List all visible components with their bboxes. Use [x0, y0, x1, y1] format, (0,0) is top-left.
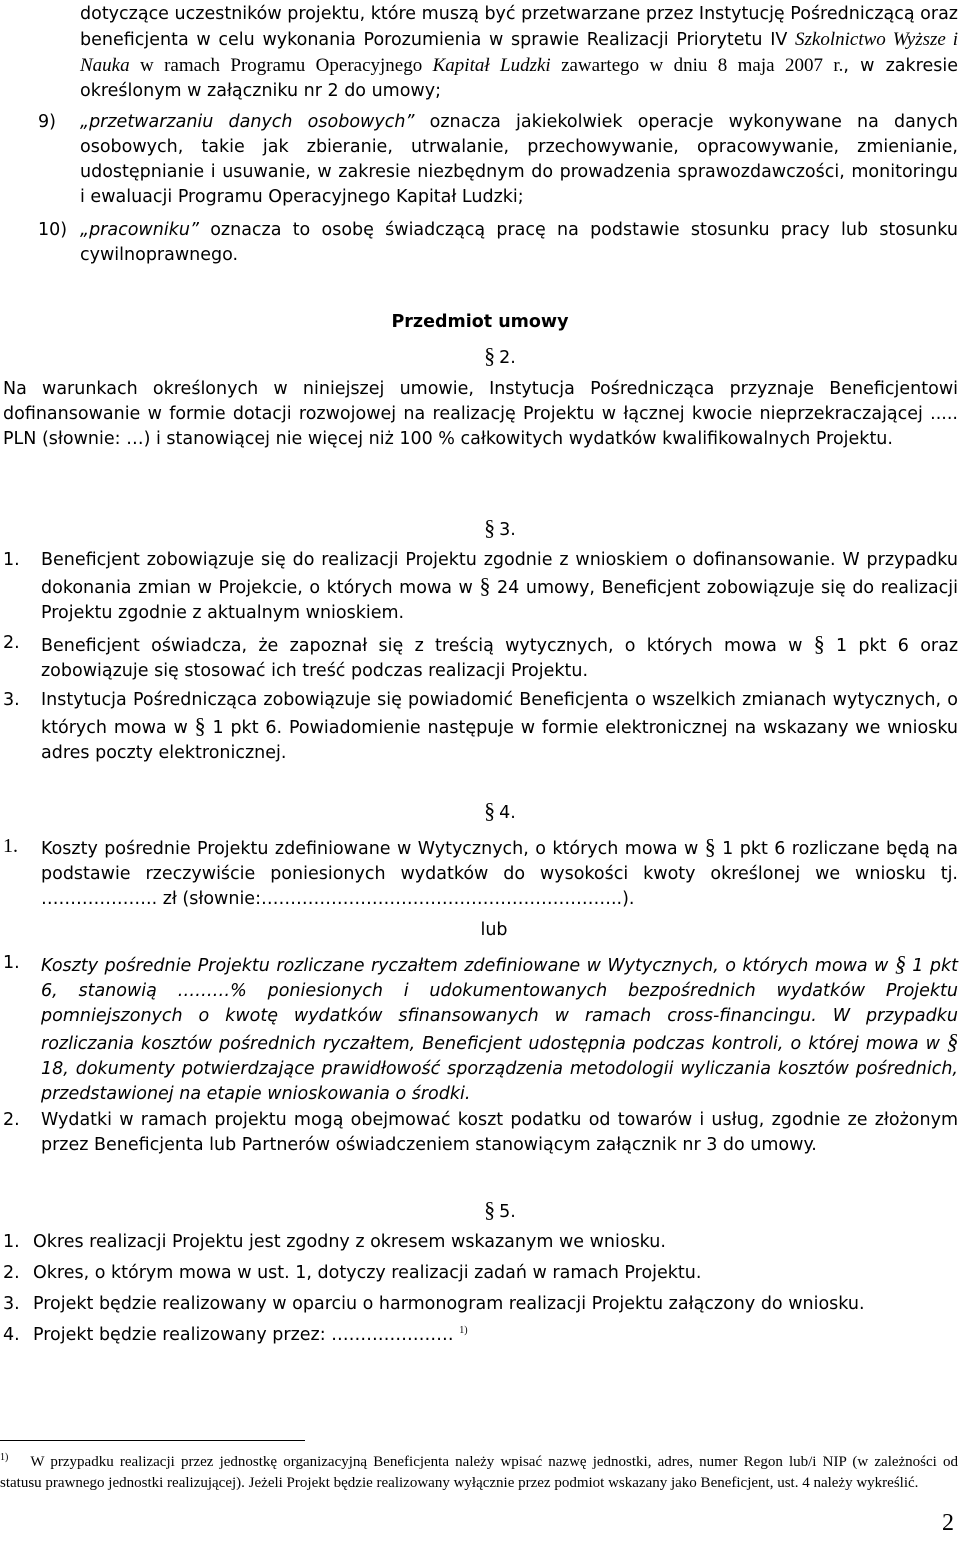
section-symbol: § — [894, 951, 906, 976]
definition-10 — [38, 218, 958, 268]
paragraph-5-marker — [20, 1197, 960, 1225]
item-text — [41, 688, 958, 766]
item-number: 2. — [3, 1110, 20, 1130]
footnote-marker: 1) — [0, 1452, 9, 1463]
item-text — [41, 951, 958, 1107]
intro-text-3: zawartego w dniu 8 maja 2007 r. — [550, 55, 844, 76]
paragraph-5-item-1 — [3, 1230, 958, 1255]
paragraph-5-item-3 — [3, 1292, 958, 1317]
intro-text-4: , w zakresie określonym w załączniku nr 2 do umowy; — [80, 56, 958, 101]
item-text-part: Beneficjent oświadcza, że zapoznał się z treścią wytycznych, o których mowa w — [41, 636, 814, 656]
paragraph-2-marker — [20, 343, 960, 371]
paragraph-4-marker — [20, 798, 960, 826]
item-text: Okres, o którym mowa w ust. 1, dotyczy realizacji zadań w ramach Projektu. — [33, 1263, 702, 1283]
item-text-part: 24 umowy, Beneficjent zobowiązuje się do realizacji Projektu zgodnie z aktualnym wnioskiem. — [41, 578, 958, 623]
paragraph-4-item-1-alternative — [3, 951, 958, 1107]
paragraph-3-item-2 — [3, 631, 958, 684]
section-symbol: § — [479, 573, 491, 598]
section-symbol: § — [947, 1029, 958, 1054]
paragraph-4-item-1 — [3, 834, 958, 912]
item-number: 2. — [3, 1263, 20, 1283]
item-number: 3. — [3, 1294, 20, 1314]
item-text-part: 1 pkt 6 oraz zobowiązuje się stosować ich treść podczas realizacji Projektu. — [41, 636, 959, 681]
definition-body: oznacza jakiekolwiek operacje wykonywane na danych osobowych, takie jak zbieranie, utrwalanie, przechowywanie, opracowywanie, zmienianie, udostępnianie i usuwanie, w zakresie niezbędnym do prowadzenia sprawozdawczości, monitoringu i ewaluacji Programu Operacyjnego Kapitał Ludzki; — [80, 112, 958, 207]
definition-body: oznacza to osobę świadczącą pracę na podstawie stosunku pracy lub stosunku cywilnoprawnego. — [80, 220, 958, 265]
section-symbol: § — [704, 834, 716, 859]
section-number: 4. — [499, 803, 516, 823]
definition-9 — [38, 110, 958, 210]
item-number: 2. — [3, 633, 20, 653]
item-text — [41, 548, 958, 626]
definition-text — [80, 110, 958, 210]
intro-text-1: dotyczące uczestników projektu, które muszą być przetwarzane przez Instytucję Pośredniczącą oraz beneficjenta w celu wykonania Porozumienia w sprawie Realizacji Priorytetu IV — [80, 4, 958, 50]
paragraph-4-item-2 — [3, 1108, 958, 1158]
item-text-part: Instytucja Pośrednicząca zobowiązuje się powiadomić Beneficjenta o wszelkich zmianach wytycznych, o których mowa w — [41, 690, 958, 738]
paragraph-3-marker — [20, 515, 960, 543]
intro-italic-program: Kapitał Ludzki — [432, 55, 551, 76]
item-number: 1. — [3, 550, 20, 570]
item-text — [41, 631, 958, 684]
section-symbol: § — [194, 713, 206, 738]
item-text: Okres realizacji Projektu jest zgodny z okresem wskazanym we wniosku. — [33, 1232, 666, 1252]
item-text: Wydatki w ramach projektu mogą obejmować koszt podatku od towarów i usług, zgodnie ze złożonym przez Beneficjenta lub Partnerów oświadczeniem stanowiącym załącznik nr 3 do umowy. — [41, 1110, 958, 1155]
footnote-separator — [0, 1440, 305, 1441]
item-text-part: 1 pkt 6, stanowią ………% poniesionych i udokumentowanych bezpośrednich wydatków Projektu pomniejszonych o kwotę wydatków sfinansowanych w ramach cross-financingu. W przypadku rozliczania kosztów pośrednich ryczałtem, Beneficjent udostępnia podczas kontroli, o której mowa w — [41, 956, 958, 1054]
section-number: 3. — [499, 520, 516, 540]
section-symbol: § — [813, 631, 825, 656]
definition-number: 9) — [38, 112, 56, 132]
section-heading: Przedmiot umowy — [391, 312, 569, 332]
section-symbol: § — [484, 343, 496, 368]
item-text-part: Beneficjent zobowiązuje się do realizacji Projektu zgodnie z wnioskiem o dofinansowanie. W przypadku dokonania zmian w Projekcie, o których mowa w — [41, 550, 958, 598]
intro-italic-priority: Szkolnictwo Wyższe i Nauka — [80, 29, 958, 76]
paragraph-3-item-3 — [3, 688, 958, 766]
definition-term: „pracowniku” — [80, 220, 199, 240]
section-symbol: § — [484, 515, 496, 540]
definition-term: „przetwarzaniu danych osobowych” — [80, 112, 415, 132]
definition-text — [80, 218, 958, 268]
footnote-reference: 1) — [459, 1325, 468, 1337]
footnote — [0, 1452, 958, 1494]
item-text-part: Projekt będzie realizowany przez: ………………… — [33, 1325, 454, 1345]
item-number: 1. — [3, 953, 20, 973]
section-symbol: § — [484, 798, 496, 823]
item-number: 4. — [3, 1325, 20, 1345]
intro-paragraph — [80, 2, 958, 104]
alternative-or-label: lub — [480, 920, 508, 940]
item-text-part: 1 pkt 6 rozliczane będą na podstawie rzeczywiście poniesionych wydatków do wysokości kwoty określonej we wniosku tj. ……………….. zł (słownie:……………………………………………………..). — [41, 839, 958, 909]
definition-number: 10) — [38, 220, 68, 240]
item-number: 3. — [3, 690, 20, 710]
item-number: 1. — [3, 1232, 20, 1252]
intro-text-2: w ramach Programu Operacyjnego — [129, 55, 433, 76]
section-number: 5. — [499, 1202, 516, 1222]
paragraph-3-item-1 — [3, 548, 958, 626]
item-text: Projekt będzie realizowany w oparciu o harmonogram realizacji Projektu załączony do wniosku. — [33, 1294, 865, 1314]
item-text-part: 18, dokumenty potwierdzające prawidłowość sporządzenia metodologii wyliczania kosztów pośrednich, przedstawionej na etapie wnioskowania o środki. — [41, 1059, 958, 1104]
section-number: 2. — [499, 348, 516, 368]
item-text-part: 1 pkt 6. Powiadomienie następuje w formie elektronicznej na wskazany we wniosku adres poczty elektronicznej. — [41, 718, 959, 763]
paragraph-5-item-4 — [3, 1323, 958, 1348]
page-number: 2 — [942, 1510, 954, 1536]
item-text-part: Koszty pośrednie Projektu rozliczane ryczałtem zdefiniowane w Wytycznych, o których mowa w — [41, 956, 895, 976]
section-symbol: § — [484, 1197, 496, 1222]
item-text — [33, 1323, 468, 1348]
item-text-part: Koszty pośrednie Projektu zdefiniowane w Wytycznych, o których mowa w — [41, 839, 705, 859]
item-number: 1. — [3, 835, 18, 857]
item-text — [41, 834, 958, 912]
paragraph-2-text: Na warunkach określonych w niniejszej umowie, Instytucja Pośrednicząca przyznaje Beneficjentowi dofinansowanie w formie dotacji rozwojowej na realizację Projektu w łącznej kwocie nieprzekraczającej ..... PLN (słownie: …) i stanowiącej nie więcej niż 100 % całkowitych wydatków kwalifikowalnych Projektu. — [3, 379, 958, 449]
paragraph-5-item-2 — [3, 1261, 958, 1286]
footnote-text: W przypadku realizacji przez jednostkę organizacyjną Beneficjenta należy wpisać nazwę jednostki, adres, numer Regon lub/i NIP (w zależności od statusu prawnego jednostki realizującej). Jeżeli Projekt będzie realizowany wyłącznie przez podmiot wskazany jako Beneficjent, ust. 4 należy wykreślić. — [0, 1454, 958, 1491]
